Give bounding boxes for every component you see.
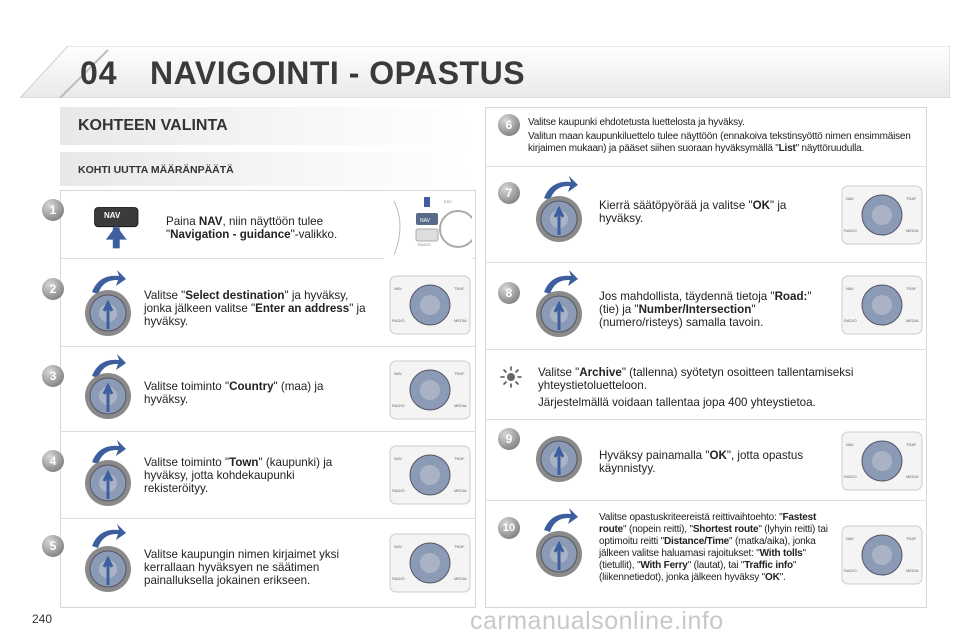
step-fragment: Valitse toiminto " xyxy=(144,380,230,393)
rotary-knob-icon xyxy=(535,290,583,338)
step-5-text xyxy=(144,548,374,587)
svg-text:TRAF: TRAF xyxy=(454,286,465,291)
step-fragment: Paina xyxy=(166,215,199,228)
step-keyword: Traffic info xyxy=(744,560,793,571)
row-divider xyxy=(60,431,476,432)
svg-text:TRAF: TRAF xyxy=(906,442,917,447)
step-fragment: " (tietullit), " xyxy=(599,548,806,571)
svg-text:RADIO: RADIO xyxy=(392,318,405,323)
step-keyword: Navigation - guidance xyxy=(170,228,291,241)
step-fragment: " (numero/risteys) samalla tavoin. xyxy=(599,303,764,329)
step-fragment: " näyttöruudulla. xyxy=(795,143,865,154)
svg-text:NAV: NAV xyxy=(394,456,402,461)
control-panel-thumbnail xyxy=(386,442,474,508)
step-fragment: Valitun maan kaupunkiluettelo tulee näyttöön (ennakoiva tekstinsyöttö nimen ensimmäisen kirjaimen mukaan) ja pääset siihen suoraan hyväksymällä " xyxy=(528,131,911,154)
rotary-knob-icon xyxy=(84,372,132,420)
tip-lightbulb-icon xyxy=(500,366,522,388)
step-9-text xyxy=(599,449,831,475)
svg-text:RADIO: RADIO xyxy=(418,242,431,247)
svg-text:NAV: NAV xyxy=(846,536,854,541)
svg-text:RADIO: RADIO xyxy=(392,403,405,408)
svg-text:MEDIA: MEDIA xyxy=(906,228,919,233)
step-keyword: Road: xyxy=(774,290,808,303)
step-keyword: With tolls xyxy=(759,548,803,559)
step-badge-5: 5 xyxy=(42,535,64,557)
step-fragment: Järjestelmällä voidaan tallentaa jopa 400 yhteystietoa. xyxy=(538,396,816,409)
step-fragment: " (maa) ja hyväksy. xyxy=(144,380,324,406)
step-fragment: ", jotta opastus käynnistyy. xyxy=(599,449,804,475)
watermark: carmanualsonline.info xyxy=(470,607,724,635)
svg-text:MEDIA: MEDIA xyxy=(906,318,919,323)
row-divider xyxy=(485,262,927,263)
step-fragment: " (tallenna) syötetyn osoitteen tallentamiseksi yhteystietoluetteloon. xyxy=(538,366,854,392)
step-keyword: List xyxy=(778,143,796,154)
control-panel-thumbnail xyxy=(386,357,474,423)
step-badge-8: 8 xyxy=(498,282,520,304)
step-6-note-text xyxy=(528,131,920,155)
rotary-knob-icon xyxy=(84,459,132,507)
step-2-text xyxy=(144,289,376,328)
step-fragment: Valitse kaupungin nimen kirjaimet yksi kerrallaan hyväksyen ne säätimen painalluksella jokainen erikseen. xyxy=(144,548,340,587)
step-fragment: Jos mahdollista, täydennä tietoja " xyxy=(599,290,775,303)
rotary-knob-icon xyxy=(84,289,132,337)
step-fragment: " (matka/aika), jonka jälkeen valitse haluamasi rajoitukset: " xyxy=(599,536,816,559)
step-fragment: " (kaupunki) ja hyväksy, jotta kohdekaupunki rekisteröityy. xyxy=(144,456,333,495)
svg-text:TRAF: TRAF xyxy=(906,286,917,291)
svg-text:NAV: NAV xyxy=(846,442,854,447)
svg-text:TRAF: TRAF xyxy=(906,536,917,541)
step-keyword: Enter an address xyxy=(255,302,350,315)
step-fragment: "-valikko. xyxy=(290,228,338,241)
step-fragment: " (lyhyin reitti) tai optimoitu reitti " xyxy=(599,524,828,547)
step-fragment: , niin näyttöön tulee " xyxy=(166,215,324,241)
step-keyword: Shortest route xyxy=(692,524,759,535)
step-keyword: Country xyxy=(229,380,274,393)
step-fragment: Valitse " xyxy=(144,289,186,302)
step-10-text xyxy=(599,512,835,584)
row-divider xyxy=(485,500,927,501)
step-3-text xyxy=(144,380,359,406)
svg-text:MEDIA: MEDIA xyxy=(454,318,467,323)
step-keyword: OK xyxy=(765,572,780,583)
step-1-text xyxy=(166,215,381,241)
control-panel-thumbnail xyxy=(386,530,474,596)
svg-text:NAV: NAV xyxy=(846,286,854,291)
step-7-text xyxy=(599,199,819,225)
step-fragment: " (tie) ja " xyxy=(599,290,812,316)
step-badge-7: 7 xyxy=(498,182,520,204)
svg-text:TRAF: TRAF xyxy=(454,456,465,461)
svg-text:TRAF: TRAF xyxy=(906,196,917,201)
step-badge-2: 2 xyxy=(42,278,64,300)
step-badge-3: 3 xyxy=(42,365,64,387)
step-fragment: Valitse toiminto " xyxy=(144,456,230,469)
step-8-text xyxy=(599,290,831,329)
step-fragment: " ja hyväksy, jonka jälkeen valitse " xyxy=(144,289,349,315)
control-panel-thumbnail xyxy=(838,272,926,338)
svg-text:RADIO: RADIO xyxy=(844,318,857,323)
control-panel-thumbnail xyxy=(838,182,926,248)
step-6-text xyxy=(528,117,918,129)
svg-text:MEDIA: MEDIA xyxy=(906,568,919,573)
svg-text:RADIO: RADIO xyxy=(844,474,857,479)
step-badge-4: 4 xyxy=(42,450,64,472)
rotary-knob-icon xyxy=(535,530,583,578)
section-title: KOHTEEN VALINTA xyxy=(78,117,228,134)
step-keyword: With Ferry xyxy=(640,560,688,571)
nav-key-label: NAV xyxy=(104,211,121,220)
step-badge-6: 6 xyxy=(498,114,520,136)
svg-text:ESC: ESC xyxy=(444,199,453,204)
row-divider xyxy=(60,346,476,347)
step-keyword: OK xyxy=(709,449,727,462)
step-fragment: Valitse opastuskriteereistä reittivaihtoehto: " xyxy=(599,512,783,523)
step-4-text xyxy=(144,456,359,495)
step-keyword: Select destination xyxy=(185,289,285,302)
step-keyword: Archive xyxy=(579,366,622,379)
svg-text:RADIO: RADIO xyxy=(392,488,405,493)
step-keyword: Number/Intersection xyxy=(638,303,752,316)
step-fragment: Valitse " xyxy=(538,366,580,379)
step-fragment: " (lautat), tai " xyxy=(687,560,745,571)
step-badge-1: 1 xyxy=(42,199,64,221)
svg-text:NAV: NAV xyxy=(846,196,854,201)
svg-text:RADIO: RADIO xyxy=(844,228,857,233)
step-keyword: Town xyxy=(229,456,259,469)
svg-text:TRAF: TRAF xyxy=(454,544,465,549)
nav-console-thumbnail xyxy=(384,195,472,261)
svg-text:RADIO: RADIO xyxy=(844,568,857,573)
step-fragment: Valitse kaupunki ehdotetusta luettelosta ja hyväksy. xyxy=(528,117,745,128)
control-panel-thumbnail xyxy=(838,522,926,588)
svg-text:RADIO: RADIO xyxy=(392,576,405,581)
rotary-knob-icon xyxy=(535,435,583,483)
step-fragment: " ja hyväksy. xyxy=(599,199,787,225)
svg-text:MEDIA: MEDIA xyxy=(906,474,919,479)
svg-text:NAV: NAV xyxy=(394,544,402,549)
step-keyword: Distance/Time xyxy=(663,536,730,547)
step-keyword: Fastest route xyxy=(599,512,817,535)
step-badge-10: 10 xyxy=(498,517,520,539)
svg-text:NAV: NAV xyxy=(394,286,402,291)
row-divider xyxy=(60,518,476,519)
control-panel-thumbnail xyxy=(838,428,926,494)
step-keyword: OK xyxy=(752,199,771,212)
row-divider xyxy=(485,166,927,167)
chapter-title: NAVIGOINTI - OPASTUS xyxy=(150,55,526,91)
step-fragment: Kierrä säätöpyörää ja valitse " xyxy=(599,199,753,212)
step-fragment: " ja hyväksy. xyxy=(144,302,366,328)
svg-text:NAV: NAV xyxy=(394,371,402,376)
svg-text:MEDIA: MEDIA xyxy=(454,403,467,408)
step-fragment: " (nopein reitti), " xyxy=(623,524,693,535)
step-fragment: Hyväksy painamalla " xyxy=(599,449,710,462)
control-panel-thumbnail xyxy=(386,272,474,338)
tip-capacity-text xyxy=(538,396,910,409)
step-fragment: " (liikennetiedot), jonka jälkeen hyväksy " xyxy=(599,560,797,583)
step-badge-9: 9 xyxy=(498,428,520,450)
row-divider xyxy=(485,349,927,350)
page-number: 240 xyxy=(32,612,53,626)
step-keyword: NAV xyxy=(198,215,223,228)
rotary-knob-icon xyxy=(84,545,132,593)
svg-text:MEDIA: MEDIA xyxy=(454,576,467,581)
step-fragment: ". xyxy=(779,572,786,583)
tip-archive-text xyxy=(538,366,910,392)
svg-text:MEDIA: MEDIA xyxy=(454,488,467,493)
svg-text:NAV: NAV xyxy=(420,218,430,224)
subsection-title: KOHTI UUTTA MÄÄRÄNPÄÄTÄ xyxy=(78,164,234,176)
rotary-knob-icon xyxy=(535,195,583,243)
row-divider xyxy=(485,419,927,420)
chapter-number: 04 xyxy=(80,55,118,91)
svg-text:TRAF: TRAF xyxy=(454,371,465,376)
